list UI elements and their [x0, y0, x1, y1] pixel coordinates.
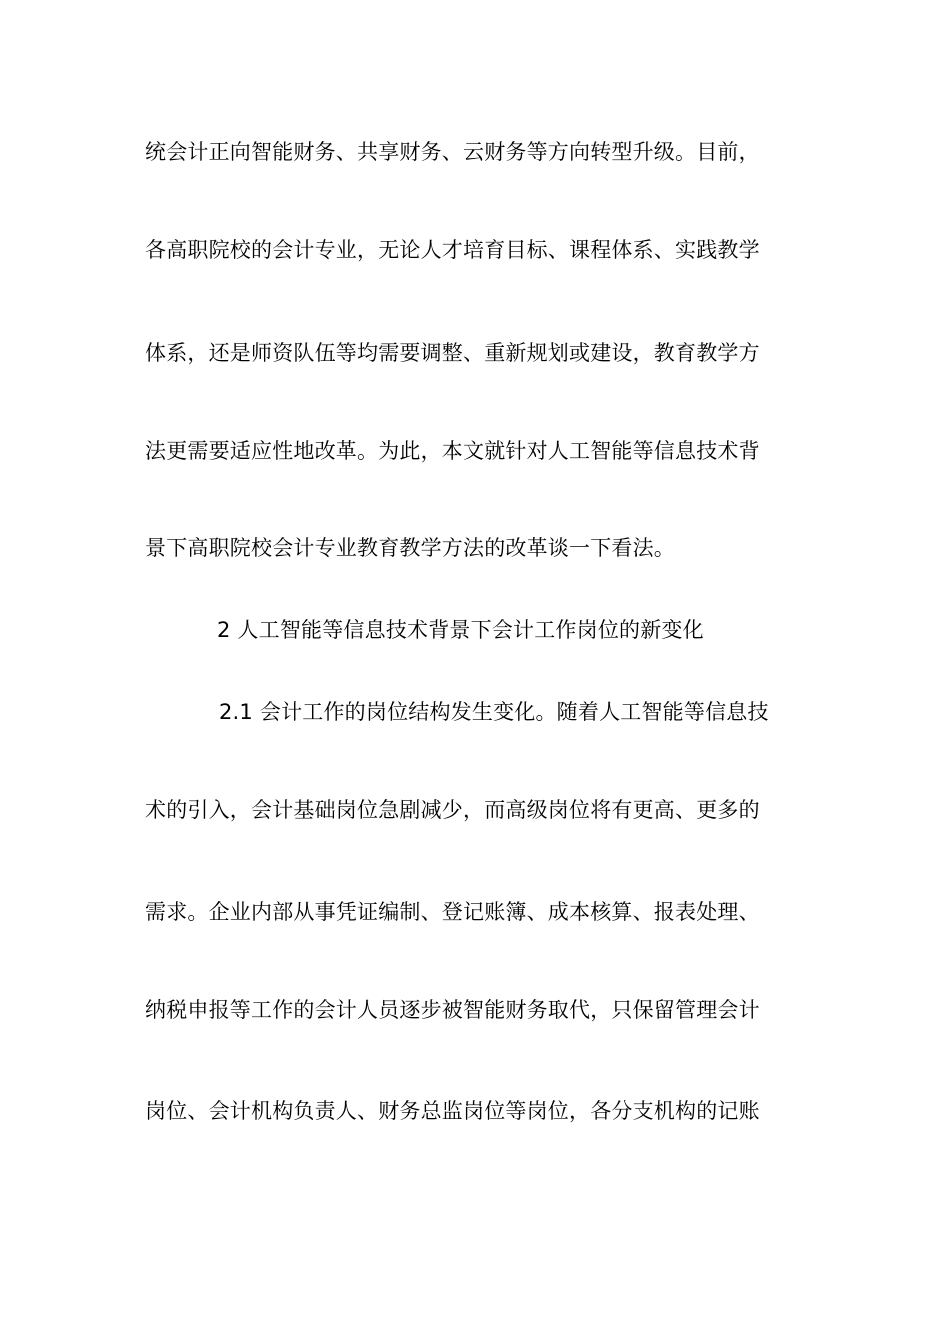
- section-heading: 2 人工智能等信息技术背景下会计工作岗位的新变化: [217, 618, 704, 642]
- paragraph-2-line-2: 术的引入，会计基础岗位急剧减少，而高级岗位将有更高、更多的: [145, 798, 760, 822]
- paragraph-1-line-3: 体系，还是师资队伍等均需要调整、重新规划或建设，教育教学方: [145, 341, 760, 365]
- paragraph-1-line-4: 法更需要适应性地改革。为此，本文就针对人工智能等信息技术背: [145, 439, 760, 463]
- paragraph-1-line-2: 各高职院校的会计专业，无论人才培育目标、课程体系、实践教学: [145, 238, 760, 262]
- paragraph-1-line-1: 统会计正向智能财务、共享财务、云财务等方向转型升级。目前，: [145, 140, 760, 164]
- paragraph-2-line-3: 需求。企业内部从事凭证编制、登记账簿、成本核算、报表处理、: [145, 900, 760, 924]
- paragraph-1-line-5: 景下高职院校会计专业教育教学方法的改革谈一下看法。: [145, 536, 675, 560]
- paragraph-2-line-4: 纳税申报等工作的会计人员逐步被智能财务取代，只保留管理会计: [145, 998, 760, 1022]
- paragraph-2-line-5: 岗位、会计机构负责人、财务总监岗位等岗位，各分支机构的记账: [145, 1099, 760, 1123]
- paragraph-2-line-1: 2.1 会计工作的岗位结构发生变化。随着人工智能等信息技: [219, 700, 769, 724]
